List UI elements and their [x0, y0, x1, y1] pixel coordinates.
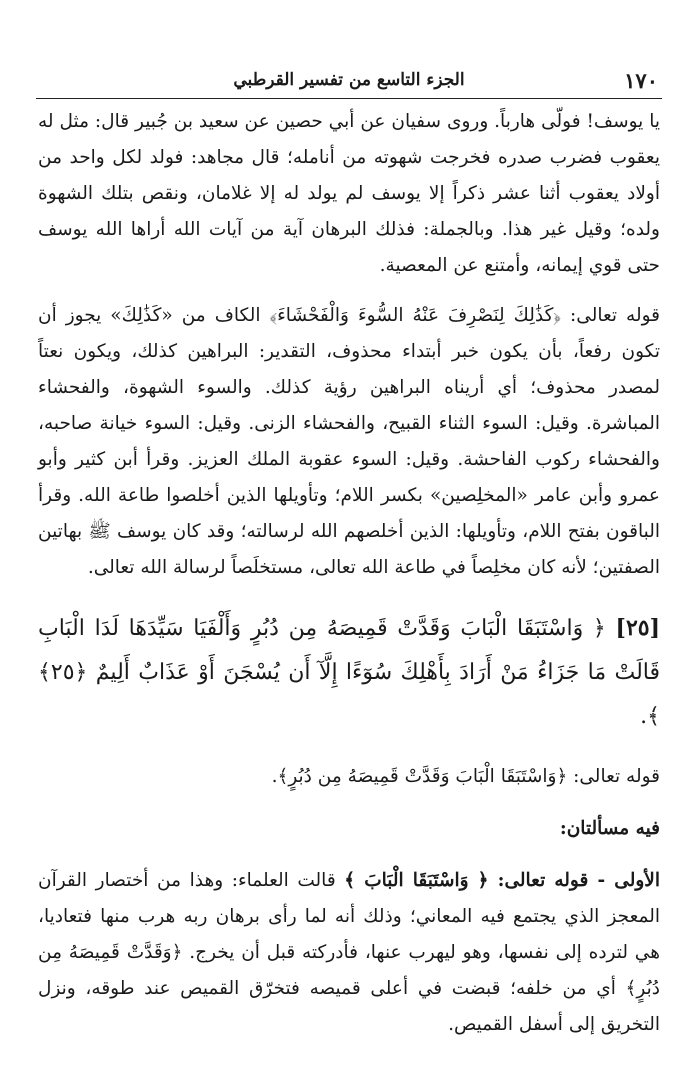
text-line: قوله تعالى: ﴿كَذَٰلِكَ لِنَصْرِفَ عَنْهُ السُّوءَ وَالْفَحْشَاءَ﴾ الكاف من «كَذَٰلِكَ» يجوز أن	[38, 305, 660, 326]
text-line: قوله تعالى: ﴿وَاسْتَبَقَا الْبَابَ وَقَدَّتْ قَمِيصَهُ مِن دُبُرٍ﴾.	[271, 766, 660, 787]
text-line: ولده؛ وقيل غير هذا. وبالجملة: فذلك البرهان آية من آيات الله أراها الله يوسف حتى	[38, 219, 660, 276]
text-line: لمصدر محذوف؛ أي أريناه البراهين رؤية كذلك. والسوء الشهوة، والفحشاء	[38, 377, 660, 398]
text-line: فأدركته قبل أن يخرج. ﴿وَقَدَّتْ قَمِيصَهُ مِن دُبُرٍ﴾ أي من خلفه؛ قبضت في	[38, 942, 660, 999]
verse-line: أَرَادَ بِأَهْلِكَ سُوٓءًا إِلَّآ أَن يُسْجَنَ أَوْ عَذَابٌ أَلِيمٌ ﴿٢٥﴾ ﴾.	[38, 660, 660, 729]
issue-lead: الأولى - قوله تعالى: ﴿ وَاسْتَبَقَا الْبَابَ ﴾	[344, 870, 660, 891]
verse-number: [٢٥]	[615, 615, 660, 641]
text-line: بفتح اللام، وتأويلها: الذين أخلصهم الله لرسالته؛ وقد كان يوسف ﷺ بهاتين	[38, 521, 600, 542]
text-line: برهان ربه هرب منها فتعاديا، هي لترده إلى نفسها، وهو ليهرب عنها،	[38, 906, 660, 963]
paragraph-2	[38, 298, 660, 586]
text-line: قوي إيمانه، وأمتنع عن المعصية.	[379, 255, 622, 276]
text-line: قالت العلماء: وهذا من	[157, 870, 345, 891]
text-line: يا يوسف! فولّى هارباً. وروى سفيان عن أبي حصين عن سعيد بن جُبير قال: مثل له	[38, 111, 660, 132]
text-line: أعلى قميصه فتخرّق القميص عند طوقه، ونزل التخريق إلى أسفل القميص.	[38, 978, 660, 1035]
text-line: وأبن عامر «المخلِصين» بكسر اللام؛ وتأويلها الذين أخلصوا طاعة الله. وقرأ الباقون	[38, 485, 660, 542]
text-line: والفحشاء ركوب الفاحشة. وقيل: السوء عقوبة الملك العزيز. وقرأ أبن كثير وأبو عمرو	[38, 449, 660, 506]
page-body	[38, 104, 660, 1043]
text-line: الصفتين؛ لأنه كان مخلِصاً في طاعة الله تعالى، مستخلَصاً لرسالة الله تعالى.	[87, 557, 660, 578]
text-line: أولاد يعقوب أثنا عشر ذكراً إلا يوسف لم يولد له إلا غلامان، ونقص بتلك الشهوة	[38, 183, 660, 204]
text-line: يعقوب فضرب صدره فخرجت شهوته من أنامله؛ قال مجاهد: فولد لكل واحد من	[38, 147, 660, 168]
page-header	[36, 66, 662, 99]
paragraph-3	[38, 759, 660, 795]
quran-verse	[38, 606, 660, 739]
verse-line: ﴿ وَاسْتَبَقَا الْبَابَ وَقَدَّتْ قَمِيصَهُ مِن دُبُرٍ وَأَلْفَيَا سَيِّدَهَا لَدَا الْبَابِ قَالَتْ مَا جَزَاءُ مَنْ	[38, 616, 661, 685]
paragraph-1	[38, 104, 660, 284]
paragraph-4	[38, 863, 660, 1043]
text-line: تكون رفعاً، بأن يكون خبر أبتداء محذوف، التقدير: البراهين كذلك، ويكون نعتاً	[38, 341, 660, 362]
issues-heading: فيه مسألتان:	[559, 818, 660, 839]
text-line: أختصار القرآن المعجز الذي يجتمع فيه المعاني؛ وذلك أنه لما رأى	[38, 870, 660, 927]
page-number: ١٧٠	[624, 68, 658, 93]
running-title: الجزء التاسع من تفسير القرطبي	[233, 70, 465, 90]
text-line: المباشرة. وقيل: السوء الثناء القبيح، والفحشاء الزنى. وقيل: السوء خيانة صاحبه،	[38, 413, 660, 434]
